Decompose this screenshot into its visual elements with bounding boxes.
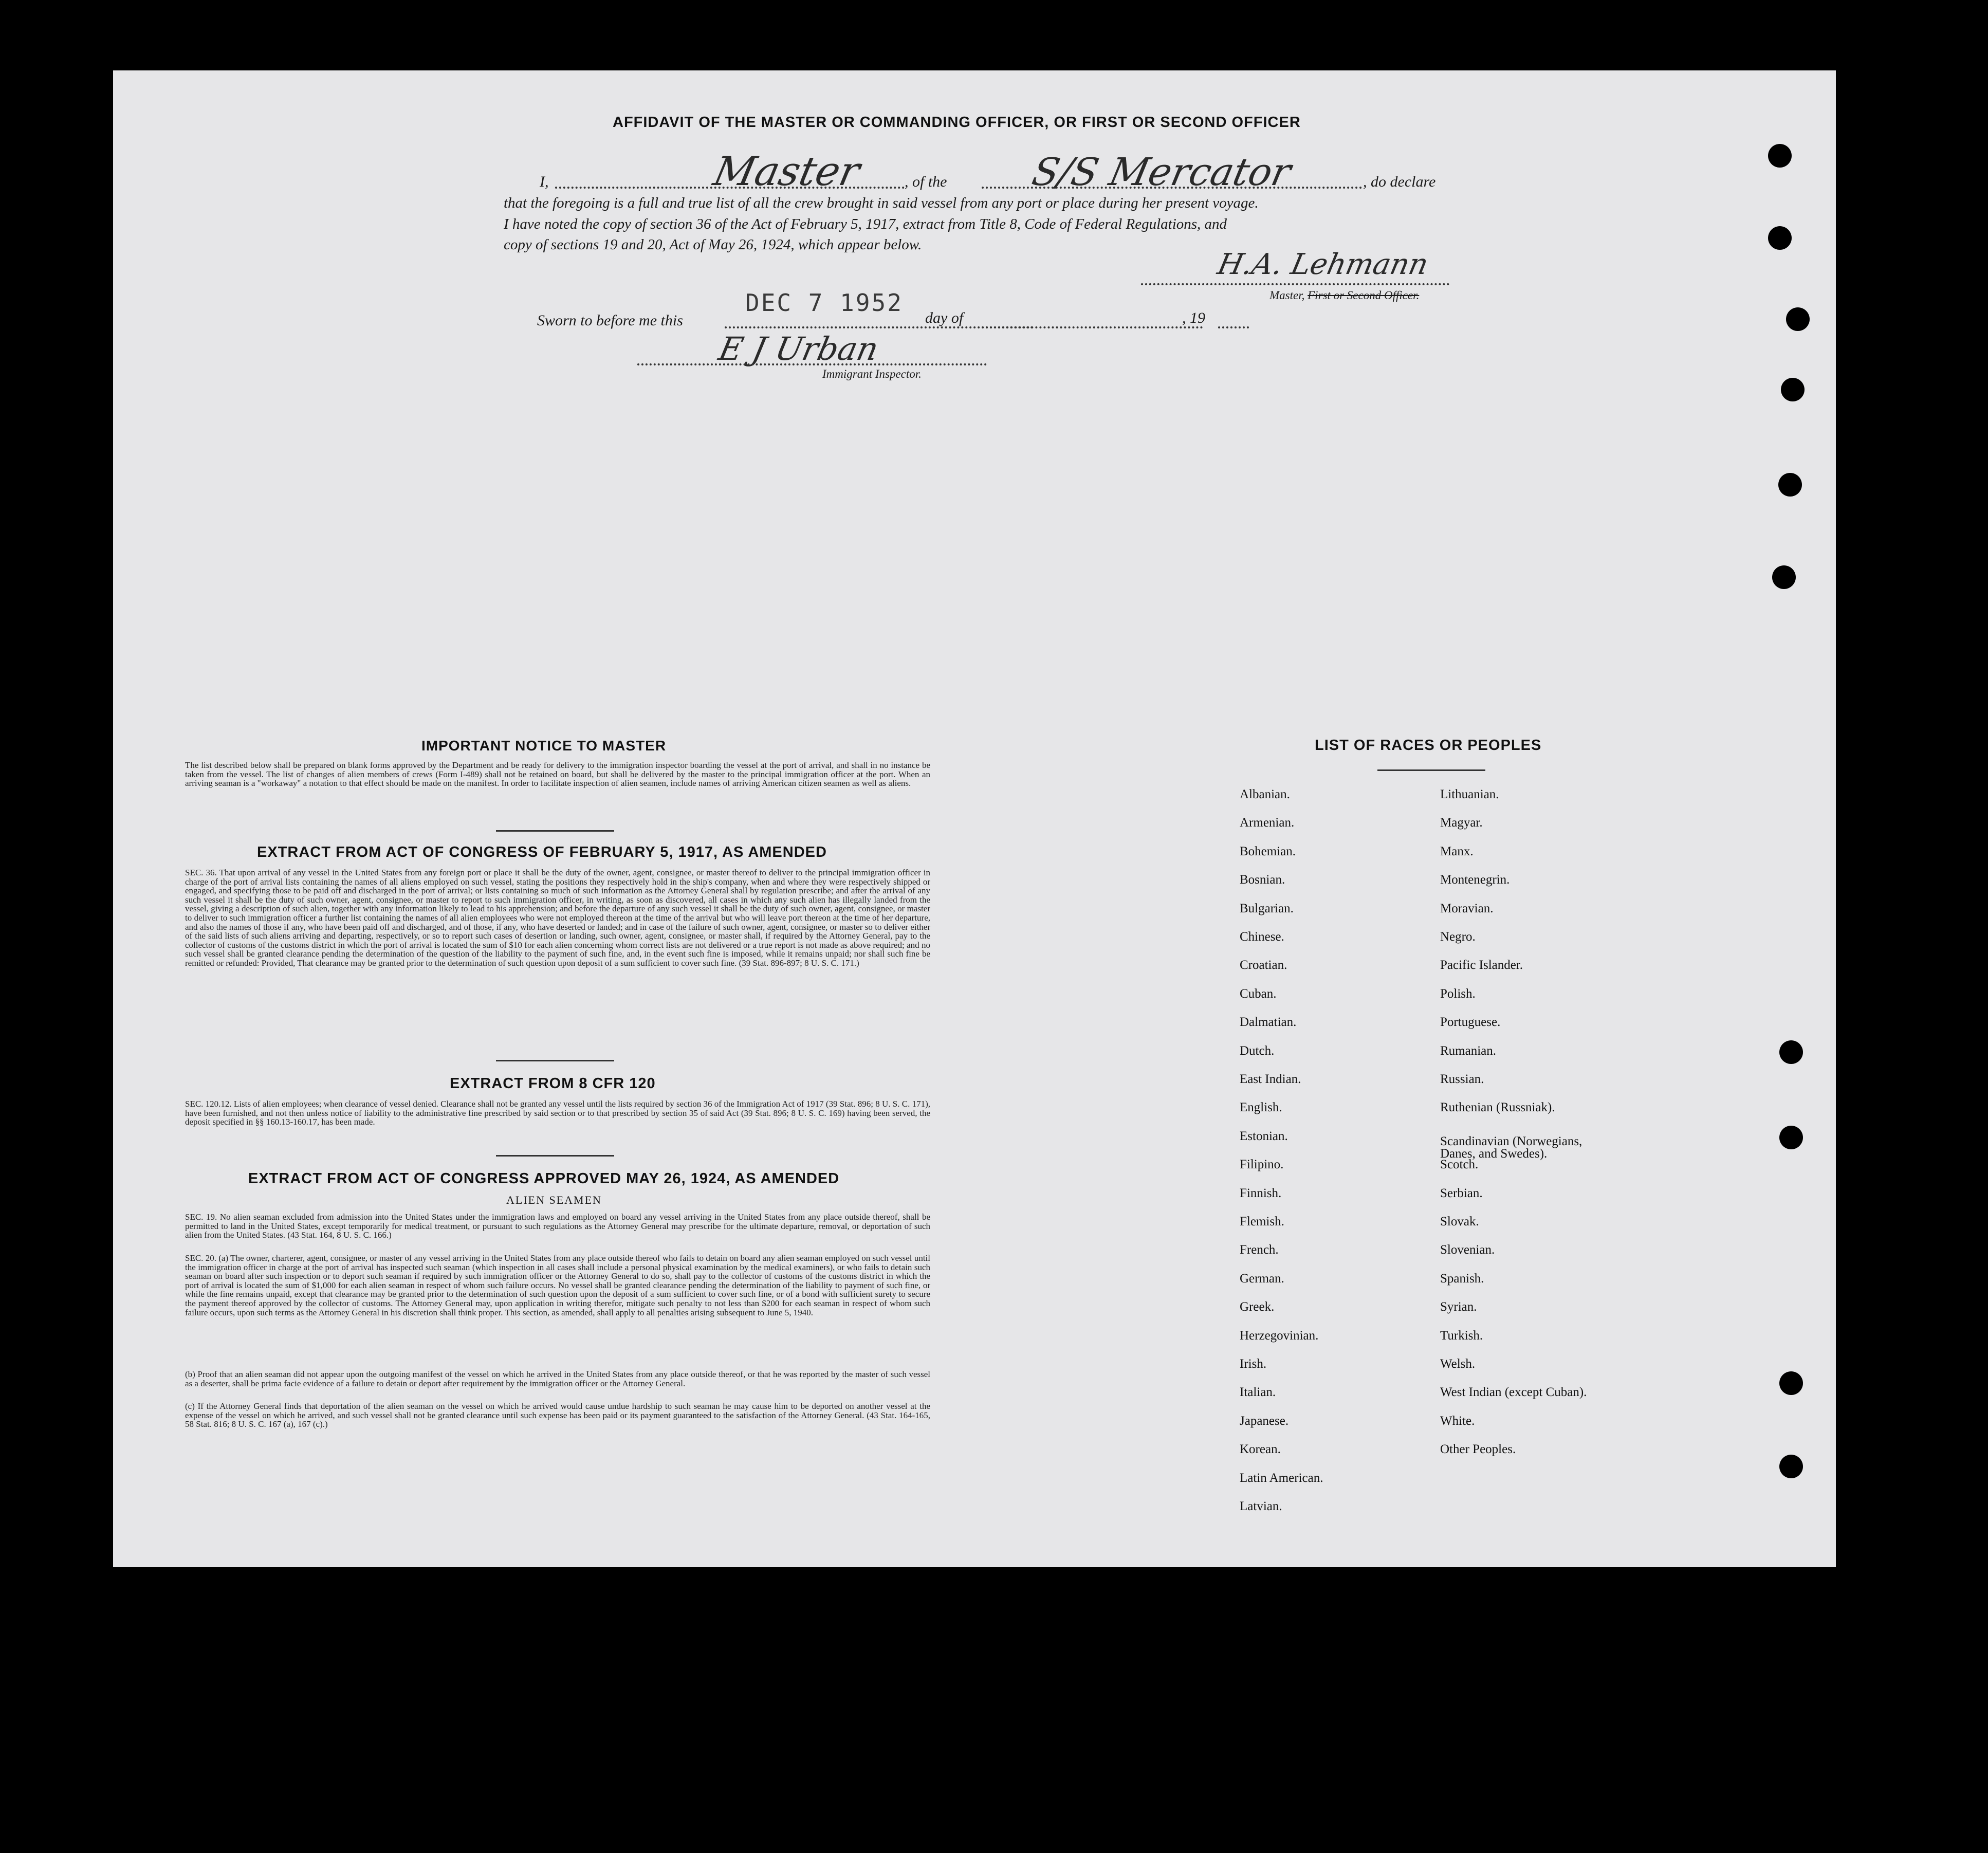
race-item: Italian. [1240, 1385, 1276, 1400]
race-item: Filipino. [1240, 1158, 1284, 1172]
affidavit-title: AFFIDAVIT OF THE MASTER OR COMMANDING OFFICER, OR FIRST OR SECOND OFFICER [613, 114, 1301, 131]
extract-1924-sec19: SEC. 19. No alien seaman excluded from admission into the United States under the immigration laws and employed on board any vessel arriving in the United States from any place outside thereof, shall be permitted to land in the United States, except temporarily for medical treatment, or pursuant to such regulations as the Attorney General may prescribe for the ultimate departure, removal, or deportation of such alien from the United States. (43 Stat. 164, 8 U. S. C. 166.) [185, 1212, 930, 1240]
race-item: Lithuanian. [1440, 787, 1499, 801]
punch-hole [1779, 1040, 1803, 1064]
inspector-signature-line [637, 363, 987, 365]
punch-hole [1786, 307, 1810, 331]
race-item: Dutch. [1240, 1043, 1275, 1058]
races-divider [1377, 769, 1485, 771]
race-item: Bosnian. [1240, 873, 1285, 887]
affidavit-statement-line-3: I have noted the copy of section 36 of the Act of February 5, 1917, extract from Title 8, Code of Federal Regulations, and [504, 216, 1227, 232]
sworn-label: Sworn to before me this [537, 312, 683, 329]
race-item: Cuban. [1240, 986, 1277, 1001]
extract-1917-title: EXTRACT FROM ACT OF CONGRESS OF FEBRUARY 5, 1917, AS AMENDED [257, 844, 827, 860]
race-item: Moravian. [1440, 901, 1494, 915]
race-item: Serbian. [1440, 1186, 1483, 1200]
race-item: Polish. [1440, 986, 1476, 1001]
race-item: Negro. [1440, 930, 1476, 944]
race-item: Portuguese. [1440, 1015, 1501, 1030]
extract-1924-sec20b: (b) Proof that an alien seaman did not appear upon the outgoing manifest of the vessel on which he arrived in the United States from any place outside thereof, or that he was reported by the master of such vessel as a deserter, shall be prima facie evidence of a failure to detain or deport after requirement by the immigration officer or the Attorney General. [185, 1369, 930, 1388]
inspector-caption: Immigrant Inspector. [822, 368, 922, 380]
race-item: Montenegrin. [1440, 873, 1510, 887]
punch-hole [1779, 1371, 1803, 1395]
race-item: Armenian. [1240, 816, 1295, 830]
master-signature: H.A. Lehmann [1214, 248, 1431, 281]
punch-hole [1778, 473, 1802, 497]
punch-hole [1779, 1126, 1803, 1149]
extract-1917-divider [496, 1060, 614, 1061]
race-item: Bulgarian. [1240, 901, 1294, 915]
race-item: Spanish. [1440, 1271, 1484, 1286]
race-item: Scotch. [1440, 1158, 1479, 1172]
race-item: Albanian. [1240, 787, 1290, 801]
year-line [1218, 326, 1249, 328]
race-item: Flemish. [1240, 1215, 1284, 1228]
master-name-handwritten: Master [709, 149, 864, 195]
signature-caption-struck: First or Second Officer. [1308, 289, 1420, 302]
punch-hole [1768, 226, 1792, 250]
notice-title: IMPORTANT NOTICE TO MASTER [421, 738, 667, 754]
race-item: Croatian. [1240, 958, 1287, 973]
of-the-label: , of the [905, 173, 947, 190]
race-item: Bohemian. [1240, 844, 1296, 858]
race-item: Latin American. [1240, 1471, 1323, 1485]
date-stamp: DEC 7 1952 [745, 289, 903, 317]
notice-divider [496, 830, 614, 832]
race-item: Magyar. [1440, 816, 1483, 830]
race-item: Other Peoples. [1440, 1442, 1516, 1457]
race-item: Finnish. [1240, 1186, 1282, 1200]
punch-hole [1772, 565, 1796, 589]
affidavit-i-label: I, [540, 173, 549, 190]
notice-text: The list described below shall be prepared on blank forms approved by the Department and be ready for delivery to the immigration inspector boarding the vessel at the port of arrival, and shall in no instance be taken from the vessel. The list of changes of alien members of crews (Form I-489) shall not be retained on board, but shall be delivered by the master to the principal immigration officer at the port. When an arriving seaman is a "workaway" a notation to that effect should be made on the manifest. In order to facilitate inspection of alien seamen, include names of arriving American citizen seamen as well as aliens. [185, 760, 930, 788]
race-item: French. [1240, 1243, 1279, 1257]
affidavit-statement-line-2: that the foregoing is a full and true list of all the crew brought in said vessel from any port or place during her present voyage. [504, 195, 1259, 211]
extract-1917-text: SEC. 36. That upon arrival of any vessel in the United States from any foreign port or place it shall be the duty of the owner, agent, consignee, or master thereof to deliver to the principal immigration officer in charge of the port of arrival lists containing the names of all aliens employed on such vessel, stating the positions they respectively hold in the ship's company, when and where they were respectively shipped or engaged, and specifying those to be paid off and discharged in the port of arrival; or lists containing so much of such information as the Attorney General shall by regulation prescribe; and after the arrival of any such vessel it shall be the duty of such owner, agent, consignee, or master to report to such immigration officer, in writing, as soon as discovered, all cases in which any such alien has illegally landed from the vessel, giving a description of such alien, together with any information likely to lead to his apprehension; and before the departure of any such vessel it shall be the duty of such owner, agent, consignee, or master to deliver to such immigration officer a further list containing the names of all alien employees who were not employed thereon at the time of the arrival but who will leave port thereon at the time of her departure, and also the names of those if any, who have been paid off and discharged, and of those, if any, who have deserted or landed; and in case of the failure of such owner, agent, consignee, or master so to deliver either of the said lists of such aliens arriving and departing, respectively, or so to report such cases of desertion or landing, such owner, agent, consignee, or master shall, if required by the Attorney General, pay to the collector of customs of the customs district in which the port of arrival is located the sum of $10 for each alien concerning whom correct lists are not delivered or a true report is not made as above required; and no such vessel shall be granted clearance pending the determination of the question of the liability to the payment of such fine, and, in the event such fine is imposed, while it remains unpaid; nor shall such fine be remitted or refunded: Provided, That clearance may be granted prior to the determination of such question upon deposit of a sum sufficient to cover such fine. (39 Stat. 896-897; 8 U. S. C. 171.) [185, 868, 930, 968]
race-item: Syrian. [1440, 1300, 1477, 1314]
race-item: White. [1440, 1414, 1475, 1428]
race-item: Slovenian. [1440, 1243, 1495, 1257]
race-item: English. [1240, 1100, 1282, 1115]
day-of-label: day of [925, 309, 964, 326]
punch-hole [1779, 1455, 1803, 1478]
master-signature-line [1141, 283, 1449, 285]
punch-hole [1781, 378, 1805, 401]
inspector-signature: E J Urban [715, 330, 882, 368]
race-item: Greek. [1240, 1300, 1275, 1314]
race-item: Ruthenian (Russniak). [1440, 1100, 1555, 1115]
race-item: Pacific Islander. [1440, 958, 1523, 973]
extract-1924-sec20a: SEC. 20. (a) The owner, charterer, agent, consignee, or master of any vessel arriving in the United States from any place outside thereof who fails to detain on board any alien seaman employed on such vessel until the immigration officer in charge at the port of arrival has inspected such seaman (which inspection in all cases shall include a personal physical examination by the medical examiners), or who fails to detain such seaman on board after such inspection or to deport such seaman if required by such immigration officer or the Attorney General to do so, shall pay to the collector of customs of the customs district in which the port of arrival is located the sum of $1,000 for each alien seaman in respect of whom such failure occurs. No vessel shall be granted clearance pending the determination of the liability to payment of such fine, or while the fine remains unpaid, except that clearance may be granted prior to the determination of such question upon the deposit of a sum sufficient to cover such fine, or of a bond with sufficient surety to secure the payment thereof approved by the collector of customs. The Attorney General may, upon application in writing therefor, mitigate such penalty to not less than $200 for each seaman in respect of whom such failure occurs, upon such terms as the Attorney General in his discretion shall think proper. This section, as amended, shall apply to all penalties arising subsequent to June 5, 1940. [185, 1253, 930, 1317]
races-title: LIST OF RACES OR PEOPLES [1315, 737, 1542, 754]
extract-cfr-divider [496, 1155, 614, 1157]
vessel-name-handwritten: S/S Mercator [1028, 150, 1295, 194]
year-label: , 19 [1182, 309, 1205, 326]
punch-hole [1768, 144, 1792, 168]
race-item: Rumanian. [1440, 1043, 1497, 1058]
race-item: Slovak. [1440, 1215, 1479, 1228]
race-item: East Indian. [1240, 1072, 1301, 1086]
extract-cfr-title: EXTRACT FROM 8 CFR 120 [450, 1075, 656, 1092]
race-item: Chinese. [1240, 930, 1284, 944]
race-item: Herzegovinian. [1240, 1328, 1319, 1343]
extract-cfr-text: SEC. 120.12. Lists of alien employees; when clearance of vessel denied. Clearance shall not be granted any vessel until the lists required by section 36 of the Immigration Act of 1917 (39 Stat. 896; 8 U. S. C. 171), have been furnished, and not then unless notice of liability to the administrative fine prescribed by said section or to that prescribed by section 35 of said Act (39 Stat. 896; 8 U. S. C. 169) having been served, the deposit specified in §§ 160.13-160.17, has been made. [185, 1099, 930, 1127]
race-item: Danes, and Swedes). [1440, 1146, 1548, 1161]
race-item: West Indian (except Cuban). [1440, 1385, 1587, 1400]
month-line [982, 326, 1203, 328]
race-item: Welsh. [1440, 1357, 1476, 1371]
race-item: German. [1240, 1271, 1284, 1286]
race-item: Turkish. [1440, 1328, 1483, 1343]
do-declare-label: , do declare [1363, 173, 1436, 190]
race-item: Estonian. [1240, 1129, 1288, 1143]
extract-1924-subtitle: ALIEN SEAMEN [506, 1194, 602, 1206]
extract-1924-title: EXTRACT FROM ACT OF CONGRESS APPROVED MAY 26, 1924, AS AMENDED [248, 1170, 840, 1187]
race-item: Manx. [1440, 844, 1474, 858]
race-item: Japanese. [1240, 1414, 1289, 1428]
race-item: Latvian. [1240, 1499, 1282, 1513]
race-item: Dalmatian. [1240, 1015, 1297, 1030]
extract-1924-sec20c: (c) If the Attorney General finds that deportation of the alien seaman on the vessel on which he arrived would cause undue hardship to such seaman he may cause him to be deported on another vessel at the expense of the vessel on which he arrived, and such vessel shall not be granted clearance until such expense has been paid or its payment guaranteed to the satisfaction of the Attorney General. (43 Stat. 164-165, 58 Stat. 816; 8 U. S. C. 167 (a), 167 (c).) [185, 1401, 930, 1429]
document-sheet [113, 70, 1836, 1567]
signature-caption-master: Master, [1269, 289, 1305, 302]
signature-caption [1269, 289, 1419, 302]
race-item: Korean. [1240, 1442, 1281, 1457]
race-item: Russian. [1440, 1072, 1484, 1086]
affidavit-statement-line-4: copy of sections 19 and 20, Act of May 26, 1924, which appear below. [504, 236, 922, 253]
race-item: Irish. [1240, 1357, 1267, 1371]
race-item: Scandinavian (Norwegians, [1440, 1134, 1582, 1148]
